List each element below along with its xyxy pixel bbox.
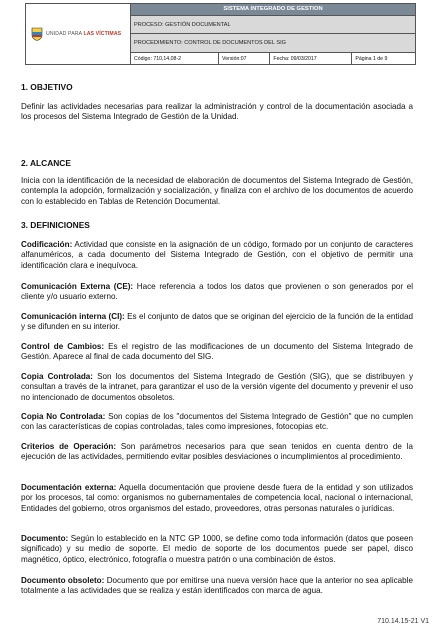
- definition-item: [21, 412, 413, 433]
- definition-text: Es el registro de las modificaciones de un documento del Sistema Integrado de Gestión. Aparece al final de cada documento del SIG.: [21, 342, 413, 362]
- definition-term: Documento obsoleto:: [21, 576, 105, 585]
- system-title: SISTEMA INTEGRADO DE GESTION: [131, 4, 416, 16]
- document-header: [25, 3, 416, 65]
- definition-item: [21, 576, 413, 597]
- definition-item: [21, 282, 413, 303]
- definition-term: Comunicación Externa (CE):: [21, 282, 134, 291]
- definiciones-heading: 3. DEFINICIONES: [21, 220, 90, 230]
- definition-text: Es el conjunto de datos que se originan del ejercicio de la función de la entidad y se difunden en su interior.: [21, 312, 413, 332]
- definition-term: Copia Controlada:: [21, 372, 93, 381]
- page-number: Página 1 de 9: [352, 53, 416, 65]
- definition-term: Documento:: [21, 534, 69, 543]
- logo-cell: [26, 4, 131, 65]
- definition-text: Hace referencia a todos los datos que provienen o son generados por el cliente y/o usuario externo.: [21, 282, 413, 302]
- definition-term: Documentación externa:: [21, 483, 117, 492]
- process-name: PROCESO: GESTIÓN DOCUMENTAL: [131, 15, 416, 34]
- definition-item: [21, 534, 413, 565]
- document-date: Fecha: 09/03/2017: [270, 53, 352, 65]
- definition-item: [21, 240, 413, 271]
- definition-text: Actividad que consiste en la asignación de un código, formado por un conjunto de caracteres alfanuméricos, a cada documento del Sistema Integrado de Gestión, con el objetivo de permitir una identificación clara e inequívoca.: [21, 240, 413, 270]
- agency-logo: UNIDAD PARA LAS VÍCTIMAS: [46, 31, 122, 37]
- definition-term: Control de Cambios:: [21, 342, 105, 351]
- definition-text: Aquella documentación que proviene desde fuera de la entidad y son utilizados por los procesos, tal como: organismos no gubernamentales de competencia local, nacional o internacional, Entidades del gobierno, otros organismos del estado, proveedores, otras personas naturales o jurídicas.: [21, 483, 413, 513]
- definition-text: Son los documentos del Sistema Integrado de Gestión (SIG), que se distribuyen y consultan a través de la intranet, para garantizar el uso de la versión vigente del documento y prevenir el uso no intencionado de documentos obsoletos.: [21, 372, 413, 402]
- procedure-name: PROCEDIMIENTO: CONTROL DE DOCUMENTOS DEL SIG: [131, 34, 416, 53]
- document-code: Código: 710,14,08-2: [131, 53, 219, 65]
- definition-item: [21, 342, 413, 363]
- footer-document-code: 710.14.15-21 V1: [377, 618, 429, 625]
- alcance-heading: 2. ALCANCE: [21, 158, 71, 168]
- definition-item: [21, 442, 413, 463]
- coat-of-arms-icon: [31, 27, 43, 41]
- definition-item: [21, 312, 413, 333]
- definition-text: Son copias de los "documentos del Sistema Integrado de Gestión" que no cumplen con las características de copias controladas, tales como impresiones, fotocopias etc.: [21, 412, 413, 432]
- document-version: Versión:07: [219, 53, 270, 65]
- definition-term: Comunicación interna (CI):: [21, 312, 125, 321]
- definition-text: Son parámetros necesarios para que sean tenidos en cuenta dentro de la ejecución de las actividades, permitiendo evitar posibles desviaciones o incumplimientos al procedimiento.: [21, 442, 414, 462]
- definition-item: [21, 372, 413, 403]
- definition-term: Codificación:: [21, 240, 73, 249]
- alcance-text: Inicia con la identificación de la necesidad de elaboración de documentos del Sistema Integrado de Gestión, contempla la adopción, formalización y socialización, y finaliza con el archivo de los documentos de acuerdo con lo establecido en Tablas de Retención Documental.: [21, 176, 413, 206]
- objetivo-text: Definir las actividades necesarias para realizar la administración y control de la documentación asociada a los procesos del Sistema Integrado de Gestión de la Unidad.: [21, 102, 413, 122]
- definition-text: Según lo establecido en la NTC GP 1000, se define como toda información (datos que poseen significado) y su medio de soporte. El medio de soporte de los documentos puede ser papel, disco magnético, óptico, electrónico, fotografía o muestra patrón o una combinación de éstos.: [21, 534, 413, 564]
- definition-item: [21, 483, 413, 514]
- definition-term: Criterios de Operación:: [21, 442, 117, 451]
- definition-term: Copia No Controlada:: [21, 412, 106, 421]
- definition-text: Documento que por emitirse una nueva versión hace que la anterior no sea aplicable totalmente a las actividades que se realiza y están identificados con marca de agua.: [21, 576, 413, 596]
- objetivo-heading: 1. OBJETIVO: [21, 82, 73, 92]
